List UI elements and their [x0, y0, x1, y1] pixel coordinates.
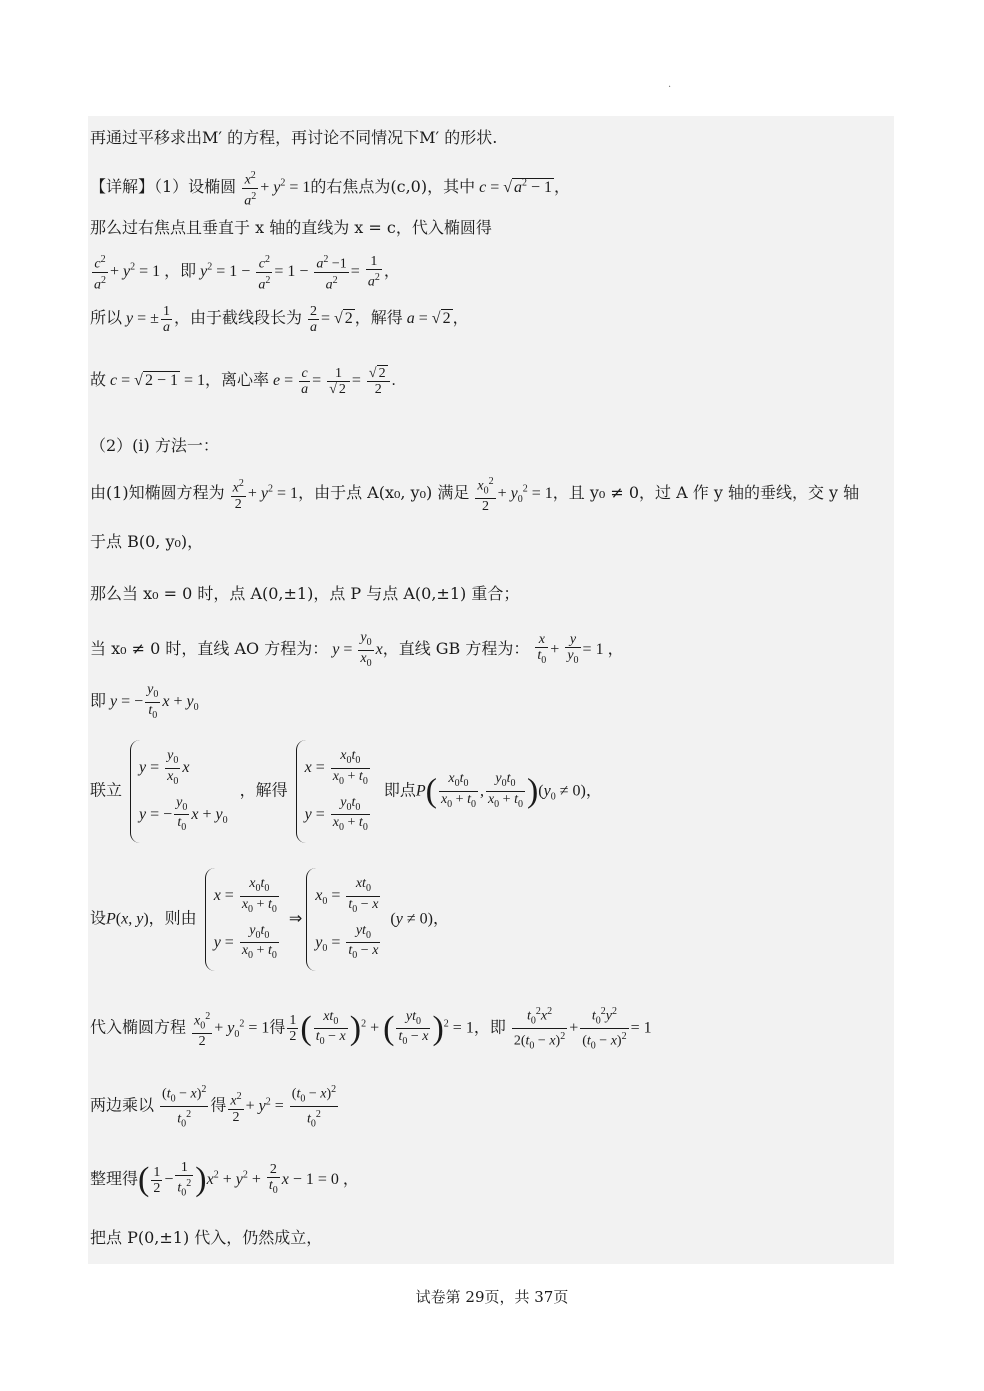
text-line-10: 那么当 x₀ = 0 时，点 A(0,±1)，点 P 与点 A(0,±1) 重合； [90, 584, 520, 603]
formula-line-17: 整理得( $\frac{1}{2}$ − $\frac{1}{t_0^2}$ )$x^2 + y^2$ + $\frac{2}{t_0}$ x − 1 = 0 ， [90, 1160, 359, 1199]
text-line-3: 那么过右焦点且垂直于 x 轴的直线为 x = c，代入椭圆得 [90, 218, 492, 237]
formula-line-12: 即 y = − $\frac{y_0}{t_0}$ $x + y_0$ [90, 682, 199, 721]
formula-line-4: $\frac{c^2}{a^2}$ + $y^2 = 1$ ，即 $y^2 = 1$ − $\frac{c^2}{a^2}$ = 1 − $\frac{a^2 -1}{a^2}$ = $\frac{1}{a^2}$ ， [94, 254, 400, 293]
formula-line-13: 联立 y = $\frac{y_0}{x_0}$ x y = − $\frac{y_0}{t_0}$ $x + y_0$ ，解得 x = $\frac{x_0t_0}{x_0 + t_0}$ y = $\frac{y_0t_0}{x_0 + t_0}$ 即点P( $\frac{x_0t_0}{x_0 + t_0}$ , $\frac{y_0t_0}{x_0 + t_0}$ )$(y_0 \ne 0)$， [90, 740, 602, 843]
formula-line-14: 设P(x, y)，则由 x = $\frac{x_0t_0}{x_0 + t_0}$ y = $\frac{y_0t_0}{x_0 + t_0}$ ⇒ $x_0$ = $\frac{xt_0}{t_0 - x}$ $y_0$ = $\frac{yt_0}{t_0 - x}$ (y ≠ 0)， [90, 868, 449, 971]
top-mark: · [668, 82, 672, 93]
formula-line-6: 故 c = √ 2 − 1 = 1，离心率 e = $\frac{c}{a}$ = $\frac{1}{√ 2}$ = $\frac{√ 2}{2}$ . [90, 366, 396, 397]
text-line-18: 把点 P(0,±1) 代入，仍然成立， [90, 1228, 323, 1247]
text-line-7: （2）(i) 方法一： [90, 436, 219, 455]
text-line-2: 【详解】（1）设椭圆 $\frac{x^2}{a^2}$ + $y^2 = 1$的右焦点为(c,0)，其中 c = √ $a^2 - 1$ ， [90, 170, 571, 209]
formula-line-11: 当 x₀ ≠ 0 时，直线 AO 方程为： y = $\frac{y_0}{x_0}$ x，直线 GB 方程为： $\frac{x}{t_0}$ + $\frac{y}{y_0}$ = 1 ， [90, 630, 624, 669]
text-line-1: 再通过平移求出M′ 的方程，再讨论不同情况下M′ 的形状. [90, 128, 498, 147]
formula-line-15: 代入椭圆方程 $\frac{x_0^2}{2}$ + $y_0^2 = 1$得 $\frac{1}{2}$ ( $\frac{xt_0}{t_0 - x}$ )$^2$ + ( $\frac{yt_0}{t_0 - x}$ )$^2$ = 1，即 $\frac{t_0^2x^2}{2(t_0 - x)^2}$ + $\frac{t_0^2y^2}{(t_0 - x)^2}$ = 1 [90, 1006, 652, 1052]
page-footer: 试卷第 29页，共 37页 [415, 1288, 569, 1306]
text-line-9: 于点 B(0, y₀)， [90, 532, 204, 551]
formula-line-5: 所以 y = ± $\frac{1}{a}$ ，由于截线段长为 $\frac{2}{a}$ = √ 2 ，解得 a = √ 2 ， [90, 304, 469, 335]
formula-line-16: 两边乘以 $\frac{(t_0 - x)^2}{t_0^2}$ 得 $\frac{x^2}{2}$ + $y^2$ = $\frac{(t_0 - x)^2}{t_0^2}$ [90, 1084, 337, 1130]
formula-line-8: 由(1)知椭圆方程为 $\frac{x^2}{2}$ + $y^2 = 1$，由于点 A(x₀, y₀) 满足 $\frac{x_0^2}{2}$ + $y_0^2 = 1$，且 y₀ ≠ 0，过 A 作 y 轴的垂线，交 y 轴 [90, 476, 860, 515]
